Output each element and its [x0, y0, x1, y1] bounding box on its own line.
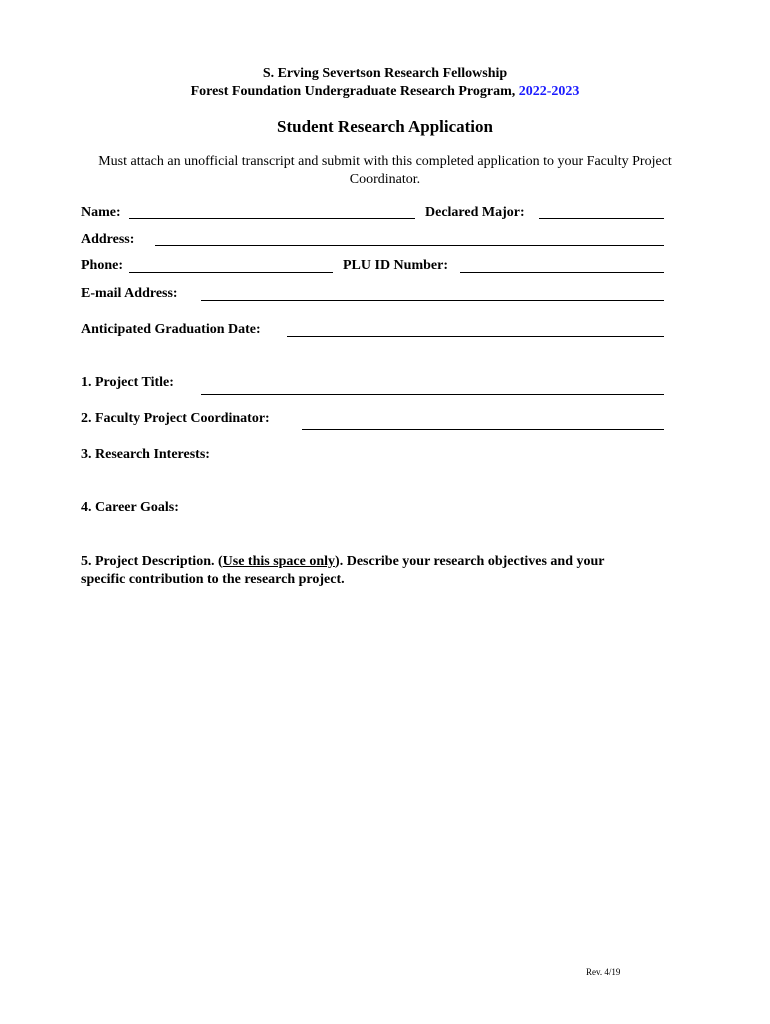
name-field[interactable] — [129, 218, 415, 219]
phone-field[interactable] — [129, 272, 333, 273]
plu-id-label: PLU ID Number: — [343, 258, 448, 273]
project-title-label: 1. Project Title: — [81, 375, 174, 390]
project-description-area[interactable] — [81, 596, 664, 946]
program-title — [0, 84, 770, 100]
plu-id-field[interactable] — [460, 272, 664, 273]
name-label: Name: — [81, 205, 121, 220]
declared-major-label: Declared Major: — [425, 205, 525, 220]
research-interests-label: 3. Research Interests: — [81, 447, 210, 462]
page-title: Student Research Application — [277, 117, 493, 136]
project-description-label — [81, 554, 605, 570]
revision-note: Rev. 4/19 — [586, 967, 621, 977]
declared-major-field[interactable] — [539, 218, 664, 219]
faculty-coordinator-field[interactable] — [302, 429, 664, 430]
address-field[interactable] — [155, 245, 664, 246]
graduation-date-label: Anticipated Graduation Date: — [81, 322, 261, 337]
faculty-coordinator-label: 2. Faculty Project Coordinator: — [81, 411, 270, 426]
program-name: Forest Foundation Undergraduate Research Program, — [190, 84, 519, 99]
project-description-suffix: ). Describe your research objectives and your — [335, 554, 605, 569]
phone-label: Phone: — [81, 258, 123, 273]
email-field[interactable] — [201, 300, 664, 301]
project-description-prefix: 5. Project Description. ( — [81, 554, 223, 569]
project-description-line2: specific contribution to the research project. — [81, 572, 345, 587]
email-label: E-mail Address: — [81, 286, 178, 301]
graduation-date-field[interactable] — [287, 336, 664, 337]
address-label: Address: — [81, 232, 135, 247]
program-year: 2022-2023 — [518, 84, 580, 99]
use-this-space-only: Use this space only — [222, 554, 336, 569]
project-title-field[interactable] — [201, 394, 664, 395]
career-goals-label: 4. Career Goals: — [81, 500, 179, 515]
instructions-text: Must attach an unofficial transcript and submit with this completed application to your Faculty Project Coordinator. — [98, 154, 672, 187]
fellowship-title: S. Erving Severtson Research Fellowship — [262, 66, 508, 81]
